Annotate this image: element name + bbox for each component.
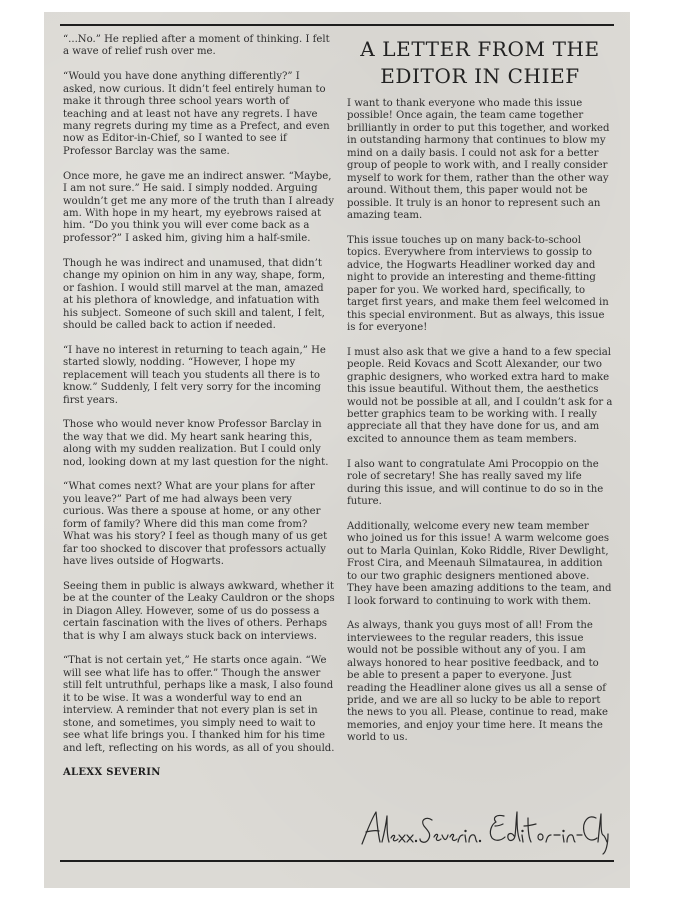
paragraph: Those who would never know Professor Barclay in the way that we did. My heart sank hearing this, along with my sudden realization. But I could only nod, looking down at my last question for the night. — [63, 419, 329, 468]
paragraph: Additionally, welcome every new team member who joined us for this issue! A warm welcome goes out to Marla Quinlan, Koko Riddle, River Dewlight, Frost Cira, and Meenauh Silmataurea, in addition to our two graphic designers mentioned above. They have been amazing additions to the team, and I look forward to continuing to work with them. — [347, 520, 612, 607]
paragraph: Once more, he gave me an indirect answer. “Maybe, I am not sure.” He said. I simply nodded. Arguing wouldn’t get me any more of the truth than I already am. With hope in my heart, my eyebrows raised at him. “Do you think you will ever come back as a professor?” I asked him, giving him a half-smile. — [63, 170, 335, 244]
paragraph: This issue touches up on many back-to-school topics. Everywhere from interviews to gossip to advice, the Hogwarts Headliner worked day and night to provide an interesting and theme-fitting paper for you. We worked hard, specifically, to target first years, and make them feel welcomed in this special environment. But as always, this issue is for everyone! — [347, 234, 609, 333]
paragraph: I also want to congratulate Ami Procoppio on the role of secretary! She has really saved my life during this issue, and will continue to do so in the future. — [347, 458, 604, 508]
paragraph: As always, thank you guys most of all! From the interviewees to the regular readers, this issue would not be possible without any of you. I am always honored to hear positive feedback, and to be able to present a paper to everyone. Just reading the Headliner alone gives us all a sense of pride, and we are all so lucky to be able to report the news to you all. Please, continue to read, make memories, and enjoy your time here. It means the world to us. — [347, 620, 608, 744]
paragraph: “...No.” He replied after a moment of thinking. I felt a wave of relief rush over me. — [63, 34, 330, 58]
paragraph: I want to thank everyone who made this issue possible! Once again, the team came together brilliantly in order to put this together, and worked in outstanding harmony that continues to blow my mind on a daily basis. I could not ask for a better group of people to work with, and I really consider myself to work for them, rather than the other way around. Without them, this paper would not be possible. It truly is an honor to represent such an amazing team. — [347, 98, 610, 222]
newspaper-page — [44, 12, 630, 888]
paragraph: I must also ask that we give a hand to a few special people. Reid Kovacs and Scott Alexander, our two graphic designers, who worked extra hard to make this issue beautiful. Without them, the aesthetics would not be possible at all, and I couldn’t ask for a better graphics team to be working with. I really appreciate all that they have done for us, and am excited to announce them as team members. — [347, 346, 613, 445]
editor-letter-column — [347, 98, 613, 757]
paragraph: Seeing them in public is always awkward, whether it be at the counter of the Leaky Cauldron or the shops in Diagon Alley. However, some of us do possess a certain fascination with the lives of others. Perhaps that is why I am always stuck back on interviews. — [63, 580, 335, 642]
author-byline: ALEXX SEVERIN — [63, 767, 161, 779]
handwritten-signature — [356, 804, 610, 856]
bottom-rule — [60, 860, 614, 862]
paragraph: “Would you have done anything differently?” I asked, now curious. It didn’t feel entirely human to make it through three school years worth of teaching and at least not have any regrets. I have many regrets during my time as a Prefect, and even now as Editor-in-Chief, so I wanted to see if Professor Barclay was the same. — [63, 71, 330, 157]
paragraph: “I have no interest in returning to teach again,” He started slowly, nodding. “However, I hope my replacement will teach you students all there is to know.” Suddenly, I felt very sorry for the incoming first years. — [63, 344, 326, 406]
interview-column — [63, 34, 335, 780]
paragraph: “What comes next? What are your plans for after you leave?” Part of me had always been very curious. Was there a spouse at home, or any other form of family? Where did this man come from? What was his story? I feel as though many of us get far too shocked to discover that professors actually have lives outside of Hogwarts. — [63, 481, 328, 568]
top-rule — [60, 24, 614, 26]
paragraph: “That is not certain yet,” He starts once again. “We will see what life has to offer.” Though the answer still felt untruthful, perhaps like a mask, I also found it to be wise. It was a wonderful way to end an interview. A reminder that not every plan is set in stone, and sometimes, you simply need to wait to see what life brings you. I thanked him for his time and left, reflecting on his words, as all of you should. — [63, 655, 335, 754]
paragraph: Though he was indirect and unamused, that didn’t change my opinion on him in any way, shape, form, or fashion. I would still marvel at the man, amazed at his plethora of knowledge, and infatuation with his subject. Someone of such skill and talent, I felt, should be called back to action if needed. — [63, 257, 326, 331]
letter-headline: A LETTER FROM THE EDITOR IN CHIEF — [360, 37, 600, 88]
